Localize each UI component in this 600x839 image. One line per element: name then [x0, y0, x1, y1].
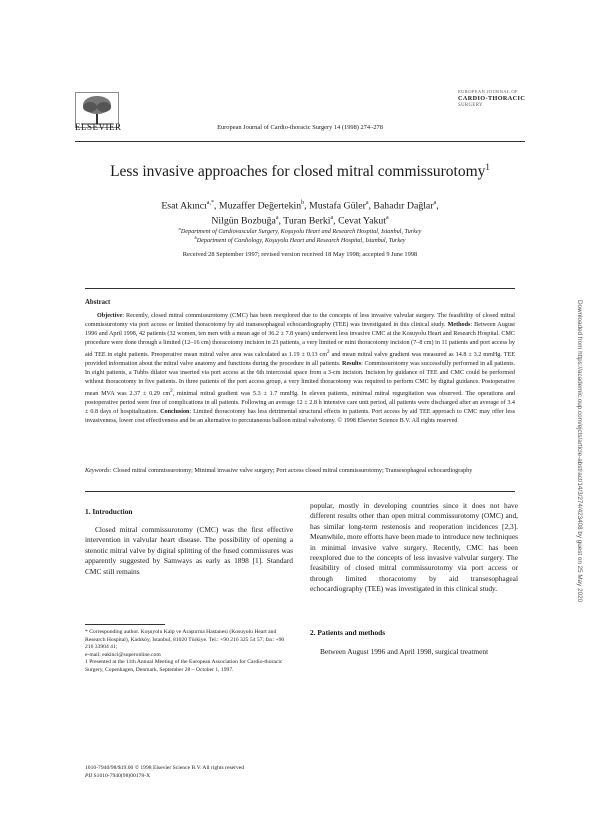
- keywords: [85, 466, 515, 475]
- results-label: Results: [342, 360, 362, 367]
- affiliation-b: [100, 235, 500, 244]
- introduction-paragraph-continued: popular, mostly in developing countries since it does not have different results other than open mitral commissurotomy (OMC) and, has similar long-term restenosis and reoperation incidences [2,3]. Meanwhile, more efforts have been made to introduce new techniques in minimal invasive valve surgery. Recently, CMC has been reexplored due to the concepts of less invasive valvular surgery. The feasibility of closed mitral commissurotomy via port access or through limited thoracotomy by aid transesophageal echocardiography (TEE) was investigated in this clinical study.: [310, 501, 518, 594]
- author-guler: , Mustafa Güler: [304, 200, 366, 212]
- methods-text: : Between August 1996 and April 1998, 42 patients (32 women, ten men with a mean age of 36.2 ± 7.8 years) underwent less invasive CMC at the Kosuyolu Heart and Research Hospital. CMC procedure were done through a limited (12–16 cm) thoracotomy incision in 23 patients, a very limited or mini thoracotomy incision (7–8 cm) in 11 patients and port access by aid TEE in eight patients. Preoperative mean mitral valve area was calculated as 1.19 ± 0.13 cm: [85, 321, 515, 358]
- issn-line: 1010-7940/98/$19.00 © 1998 Elsevier Science B.V. All rights reserved: [85, 765, 245, 771]
- pii-label: PII: [85, 773, 93, 779]
- article-title: [0, 162, 600, 181]
- affiliation-a: [100, 226, 500, 235]
- superscript-2: 2: [327, 348, 330, 355]
- superscript-2: 2: [170, 387, 173, 394]
- footnote-rule: [85, 624, 165, 625]
- section-introduction-heading: 1. Introduction: [85, 507, 133, 516]
- publisher-name: ELSEVIER: [75, 122, 122, 132]
- author-list: [120, 197, 480, 228]
- journal-logo-line2: CARDIO-THORACIC: [458, 95, 526, 102]
- footnotes: [85, 629, 293, 675]
- author-sup: a: [433, 200, 437, 206]
- affiliation-mark: b: [194, 235, 197, 240]
- title-footnote-mark: 1: [485, 162, 490, 172]
- methods-paragraph: Between August 1996 and April 1998, surgical treatment: [320, 647, 489, 656]
- abstract-heading: Abstract: [85, 299, 111, 306]
- affiliation-text: Department of Cardiovascular Surgery, Koşuyolu Heart and Research Hospital, Istanbul, Turkey: [180, 228, 422, 236]
- author-akinci: Esat Akıncı: [161, 200, 207, 212]
- conclusion-text: : Limited thoracotomy has less detrimental structural effects in patients. Port access by aid TEE approach to CMC may offer less invasiveness, lower cost effectiveness and be an alternative to percutaneous balloon mitral valvotomy. © 1998 Elsevier Science B.V. All rights reserved: [85, 408, 515, 424]
- download-notice: Downloaded from https://academic.oup.com/ejcts/article-abstract/14/3/274/423408 by guest on 25 May 2020: [576, 300, 583, 603]
- objective-text: : Recently, closed mitral commissurotomy (CMC) has been reexplored due to the concepts of less invasive valvular surgery. The feasibility of closed mitral commissurotomy via port access or limited thoracotomy by aid transesophageal echocardiography (TEE) was investigated in this clinical study.: [85, 313, 515, 328]
- author-sup: a: [365, 200, 369, 206]
- header-rule: [75, 141, 525, 142]
- author-yakut: , Cevat Yakut: [333, 215, 386, 227]
- conclusion-label: Conclusion: [160, 408, 190, 415]
- affiliation-text: Department of Cardiology, Koşuyolu Heart and Research Hospital, Istanbul, Turkey: [196, 237, 406, 245]
- journal-logo-line3: SURGERY: [458, 103, 483, 108]
- methods-label: Methods: [447, 321, 471, 328]
- journal-logo-line1: EUROPEAN JOURNAL OF: [458, 89, 518, 94]
- objective-label: Objective: [97, 313, 123, 319]
- author-sup: a: [330, 215, 334, 222]
- results-text-2: , minimal mitral gradient was 5.3 ± 1.7 mmHg. In eleven patients, minimal mitral regurgitation was observed. The operations and postoperative period were free of complications in all patients. Following an average 12 ± 2.8 h intensive care unit period, all patients were discharged after an average of 3.4 ± 0.8 days of hospitalization.: [85, 390, 516, 415]
- author-sup: a: [385, 215, 389, 222]
- abstract-body: [85, 312, 515, 426]
- author-sup: b: [301, 200, 305, 206]
- footnote-corresponding: * Corresponding author. Koşuyolu Kalp ve Araştırma Hastanesi (Kosuyolu Heart and Research Hospital), Kadıköy, Istanbul, 81020 Türkiye. Tel.: +90 216 325 54 57; fax: +90 216 33904 41;: [85, 629, 285, 651]
- abstract-bottom-rule: [85, 491, 515, 492]
- author-bozbuga: Nilgün Bozbuğa: [211, 215, 276, 227]
- keywords-label: Keywords:: [85, 467, 112, 474]
- pii-line: [85, 772, 244, 780]
- title-text: Less invasive approaches for closed mitral commissurotomy: [110, 163, 486, 181]
- abstract-top-rule: [85, 288, 515, 289]
- section-methods-heading: 2. Patients and methods: [310, 628, 386, 637]
- introduction-paragraph: Closed mitral commissurotomy (CMC) was the first effective intervention in valvular heart disease. The possibility of opening a stenotic mitral valve by digital splitting of the fused commissures was apparently suggested by Samways as early as 1898 [1]. Standard CMC still remains: [85, 525, 293, 576]
- author-degertekin: , Muzaffer Değertekin: [213, 200, 302, 212]
- keywords-text: Closed mitral commissurotomy; Minimal invasive valve surgery; Port access closed mitral commissurotomy; Transesophageal echocardiography: [111, 467, 473, 474]
- results-text: : Commissurotomy was successfully performed in all patients. In eight patients, a Tubbs dilator was inserted via port access at the 6th intercostal space from a 3-cm incision. Incision by guidance of TEE and CMC could be performed without thoracotomy in five patients. In three patients of the port access group, a very limited thoracotomy was required to perform CMC by digital guidance. Postoperative mean MVA was 2.37 ± 0.29 cm: [85, 360, 516, 397]
- footnote-presented: 1 Presented at the 11th Annual Meeting of the European Association for Cardio-thoracic Surgery, Copenhagen, Denmark, September 28 – October 1, 1997.: [85, 659, 283, 673]
- journal-logo: [458, 88, 528, 109]
- author-daglar: , Bahadır Dağlar: [368, 200, 434, 212]
- author-line-1: Esat Akıncı$^{a,*}$, Muzaffer Değertekin$^b$, Mustafa Güler$^a$, Bahadır Dağlar$^a$,: [161, 200, 439, 212]
- pii-value: S1010-7940(98)00178-X: [92, 773, 151, 779]
- issn-block: [85, 764, 244, 780]
- author-berki: , Turan Berki: [278, 215, 331, 227]
- author-sup: a: [275, 215, 279, 222]
- author-sup: a,*: [206, 200, 214, 206]
- affiliation-mark: a: [178, 226, 181, 231]
- journal-citation: European Journal of Cardio-thoracic Surgery 14 (1998) 274–278: [217, 124, 383, 131]
- received-dates: Received 28 September 1997; revised version received 18 May 1998; accepted 9 June 1998: [182, 251, 418, 258]
- footnote-email: e-mail: eakinci@superonline.com: [85, 651, 161, 658]
- methods-text-2: and mean mitral valve gradient was measured as 14.8 ± 3.2 mmHg. TEE provided information about the mitral valve anatomy and functions during the procedure in all patients.: [85, 351, 515, 367]
